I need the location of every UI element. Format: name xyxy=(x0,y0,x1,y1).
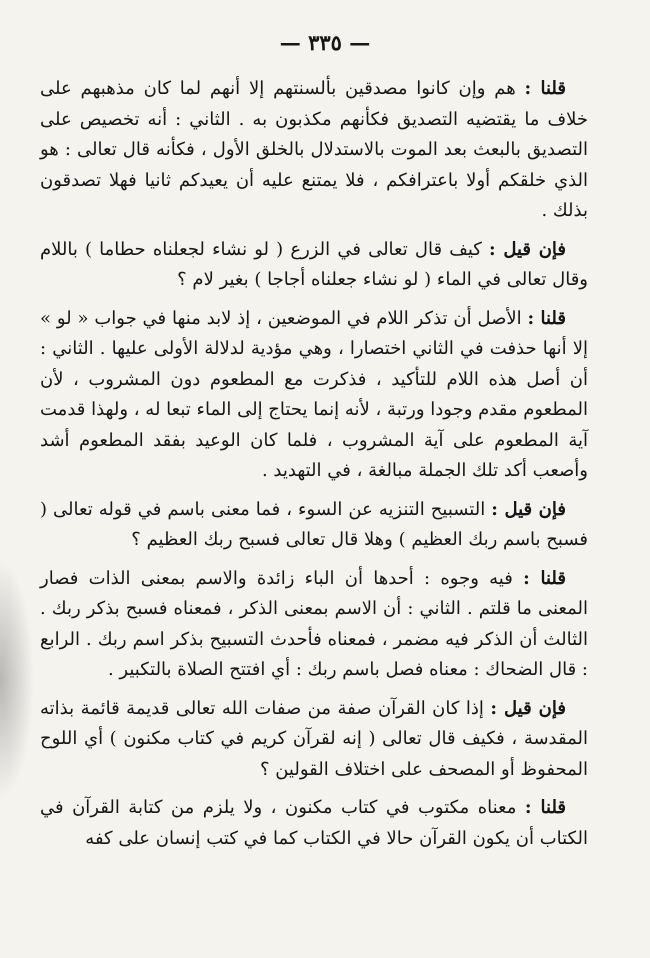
scan-edge-shadow xyxy=(0,560,34,800)
paragraph-text: إذا كان القرآن صفة من صفات الله تعالى قديمة قائمة بذاته المقدسة ، فكيف قال تعالى ( إنه لقرآن كريم في كتاب مكنون ) أي اللوح المحفوظ أو المصحف على اختلاف القولين ؟ xyxy=(40,697,588,780)
body-text xyxy=(40,74,588,854)
paragraph-text: التسبيح التنزيه عن السوء ، فما معنى باسم في قوله تعالى ( فسبح باسم ربك العظيم ) وهلا قال تعالى فسبح ربك العظيم ؟ xyxy=(40,498,588,550)
paragraph-answer-1 xyxy=(40,74,588,227)
paragraph-question-2 xyxy=(40,495,588,556)
paragraph-text: فيه وجوه : أحدها أن الباء زائدة والاسم بمعنى الذات فصار المعنى ما قلتم . الثاني : أن الاسم بمعنى الذكر ، فمعناه فسبح بذكر ربك . الثالث أن الذكر فيه مضمر ، فمعناه فأحدث التسبيح بذكر اسم ربك . الرابع : قال الضحاك : معناه فصل باسم ربك : أي افتتح الصلاة بالتكبير . xyxy=(40,567,588,680)
paragraph-text: هم وإن كانوا مصدقين بألسنتهم إلا أنهم لما كان مذهبهم على خلاف ما يقتضيه التصديق فكأنهم مكذبون به . الثاني : أنه تخصيص على التصديق بالبعث بعد الموت بالاستدلال بالخلق الأول ، فكأنه قال تعالى : هو الذي خلقكم أولا باعترافكم ، فلا يمتنع عليه أن يعيدكم ثانيا فهلا تصدقون بذلك . xyxy=(40,78,588,221)
paragraph-answer-2 xyxy=(40,304,588,487)
paragraph-lead: فإن قيل : xyxy=(491,498,566,520)
paragraph-lead: قلنا : xyxy=(524,78,566,99)
paragraph-text: معناه مكتوب في كتاب مكنون ، ولا يلزم من كتابة القرآن في الكتاب أن يكون القرآن حالا في الكتاب كما في كتب إنسان على كفه xyxy=(40,797,588,849)
paragraph-text: كيف قال تعالى في الزرع ( لو نشاء لجعلناه حطاما ) باللام وقال تعالى في الماء ( لو نشاء جعلناه أجاجا ) بغير لام ؟ xyxy=(40,238,588,290)
paragraph-text: الأصل أن تذكر اللام في الموضعين ، إذ لابد منها في جواب « لو » إلا أنها حذفت في الثاني اختصارا ، وهي مؤدية لدلالة الأولى عليها . الثاني : أن أصل هذه اللام للتأكيد ، فذكرت مع المطعوم دون المشروب ، لأن المطعوم مقدم وجودا ورتبة ، لأنه إنما يحتاج إلى الماء تبعا له ، ولهذا قدمت آية المطعوم على آية المشروب ، فلما كان الوعيد بفقد المطعوم أشد وأصعب أكد تلك الجملة مبالغة ، في التهديد . xyxy=(40,307,588,481)
paragraph-answer-4 xyxy=(40,793,588,854)
paragraph-question-3 xyxy=(40,694,588,786)
paragraph-lead: فإن قيل : xyxy=(490,697,566,719)
paragraph-question-1 xyxy=(40,235,588,296)
paragraph-lead: فإن قيل : xyxy=(489,238,567,260)
page-number: — ٣٣٥ — xyxy=(279,30,371,55)
paragraph-lead: قلنا : xyxy=(523,567,566,589)
paragraph-lead: قلنا : xyxy=(527,307,566,329)
paragraph-answer-3 xyxy=(40,564,588,686)
paragraph-lead: قلنا : xyxy=(524,797,567,818)
